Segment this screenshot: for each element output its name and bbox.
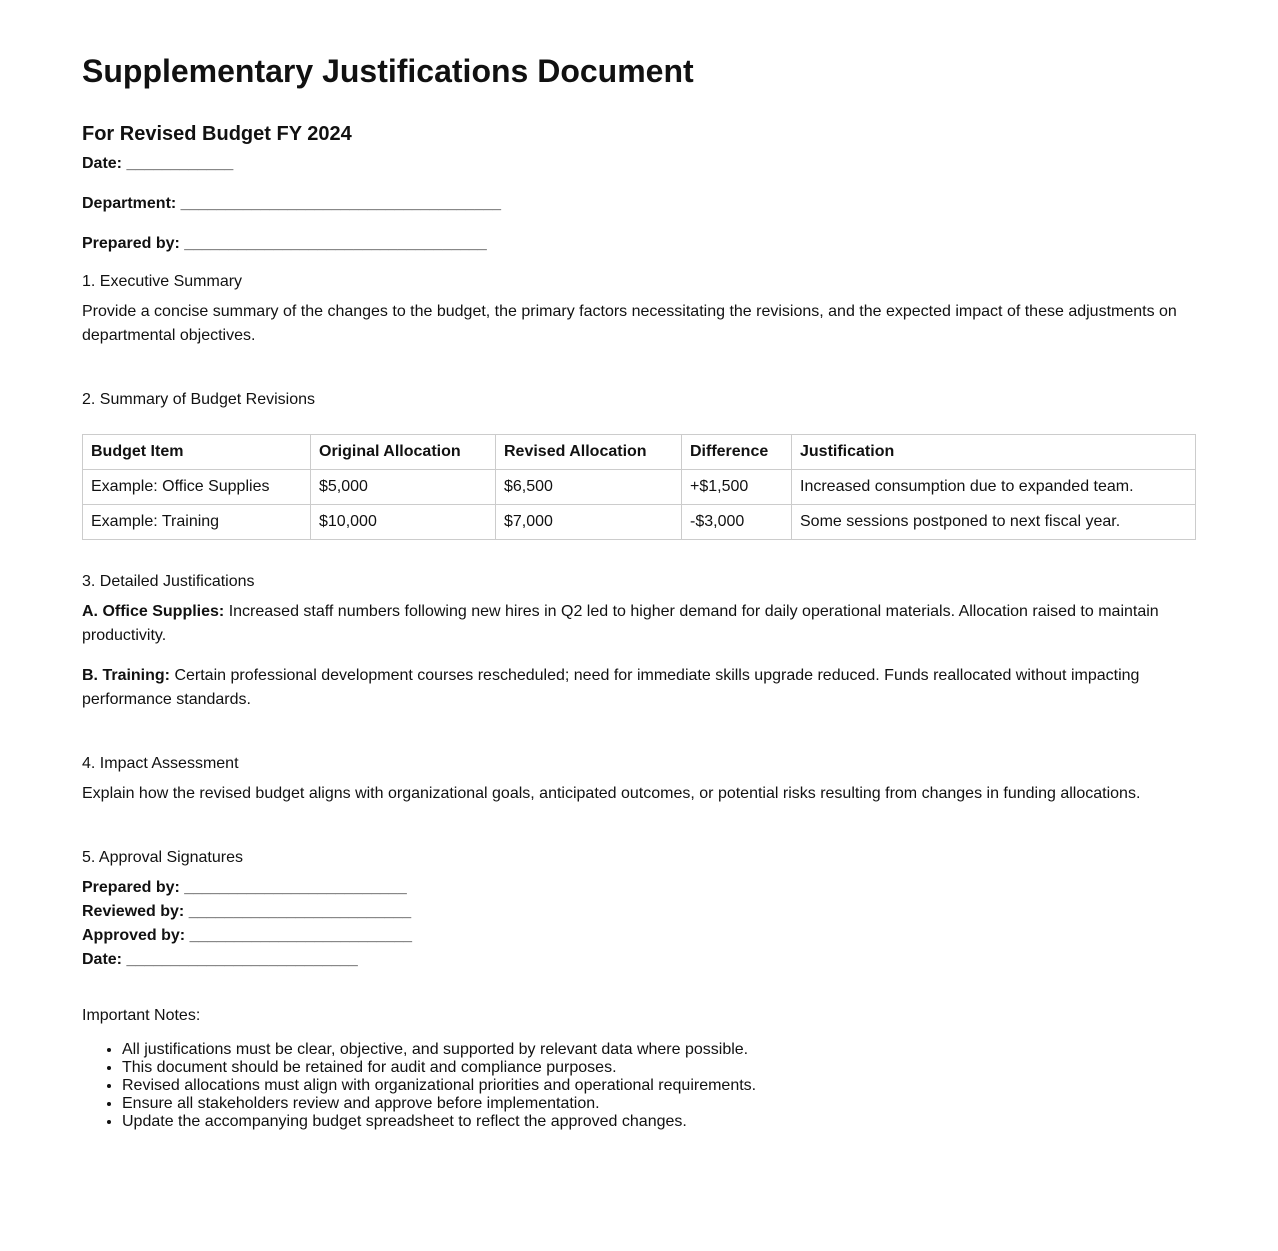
- list-item: • Update the accompanying budget spreadsheet to reflect the approved changes.: [122, 1113, 1196, 1131]
- table-cell: Example: Office Supplies: [83, 470, 311, 505]
- list-item: • This document should be retained for audit and compliance purposes.: [122, 1059, 1196, 1077]
- impact-assessment-text: Explain how the revised budget aligns with organizational goals, anticipated outcomes, or potential risks resulting from changes in funding allocations.: [82, 785, 1141, 802]
- table-cell: Example: Training: [83, 505, 311, 540]
- header-revised-allocation: Revised Allocation: [496, 435, 682, 470]
- executive-summary-text: Provide a concise summary of the changes to the budget, the primary factors necessitating the revisions, and the expected impact of these adjustments on departmental objectives.: [82, 303, 1177, 344]
- table-cell: +$1,500: [682, 470, 792, 505]
- justification-office-supplies: [82, 600, 1196, 648]
- table-cell: $6,500: [496, 470, 682, 505]
- justification-b-text: Certain professional development courses rescheduled; need for immediate skills upgrade reduced. Funds reallocated without impacting performance standards.: [82, 667, 1140, 708]
- justification-a-text: Increased staff numbers following new hires in Q2 led to higher demand for daily operational materials. Allocation raised to maintain productivity.: [82, 603, 1159, 644]
- table-cell: $10,000: [311, 505, 496, 540]
- header-budget-item: Budget Item: [83, 435, 311, 470]
- table-cell: $7,000: [496, 505, 682, 540]
- document-title: Supplementary Justifications Document: [82, 53, 694, 89]
- department-field: Department: ____________________________________: [82, 195, 502, 212]
- table-cell: Some sessions postponed to next fiscal year.: [792, 505, 1196, 540]
- executive-summary-heading: 1. Executive Summary: [82, 273, 243, 290]
- important-notes-list: [82, 1041, 1196, 1131]
- document-subtitle: For Revised Budget FY 2024: [82, 123, 352, 145]
- prepared-by-field: Prepared by: __________________________________: [82, 235, 487, 252]
- signature-approved-by: Approved by: _________________________: [82, 927, 413, 944]
- justification-a-label: A. Office Supplies:: [82, 603, 225, 620]
- table-cell: $5,000: [311, 470, 496, 505]
- table-row: [83, 505, 1196, 540]
- budget-revisions-table: [82, 434, 1196, 540]
- list-item: • Ensure all stakeholders review and approve before implementation.: [122, 1095, 1196, 1113]
- header-justification: Justification: [792, 435, 1196, 470]
- table-cell: -$3,000: [682, 505, 792, 540]
- approval-signatures-heading: 5. Approval Signatures: [82, 849, 243, 866]
- list-item: • Revised allocations must align with organizational priorities and operational requirements.: [122, 1077, 1196, 1095]
- date-field: Date: ____________: [82, 155, 234, 172]
- justification-training: [82, 664, 1196, 712]
- table-row: [83, 470, 1196, 505]
- signature-date: Date: __________________________: [82, 951, 358, 968]
- list-item: • All justifications must be clear, objective, and supported by relevant data where possible.: [122, 1041, 1196, 1059]
- impact-assessment-heading: 4. Impact Assessment: [82, 755, 239, 772]
- header-original-allocation: Original Allocation: [311, 435, 496, 470]
- signature-prepared-by: Prepared by: _________________________: [82, 879, 407, 896]
- justification-b-label: B. Training:: [82, 667, 170, 684]
- detailed-justifications-heading: 3. Detailed Justifications: [82, 573, 255, 590]
- table-header-row: [83, 435, 1196, 470]
- important-notes-heading: Important Notes:: [82, 1007, 201, 1024]
- signature-reviewed-by: Reviewed by: _________________________: [82, 903, 412, 920]
- header-difference: Difference: [682, 435, 792, 470]
- table-cell: Increased consumption due to expanded team.: [792, 470, 1196, 505]
- budget-revisions-heading: 2. Summary of Budget Revisions: [82, 391, 315, 408]
